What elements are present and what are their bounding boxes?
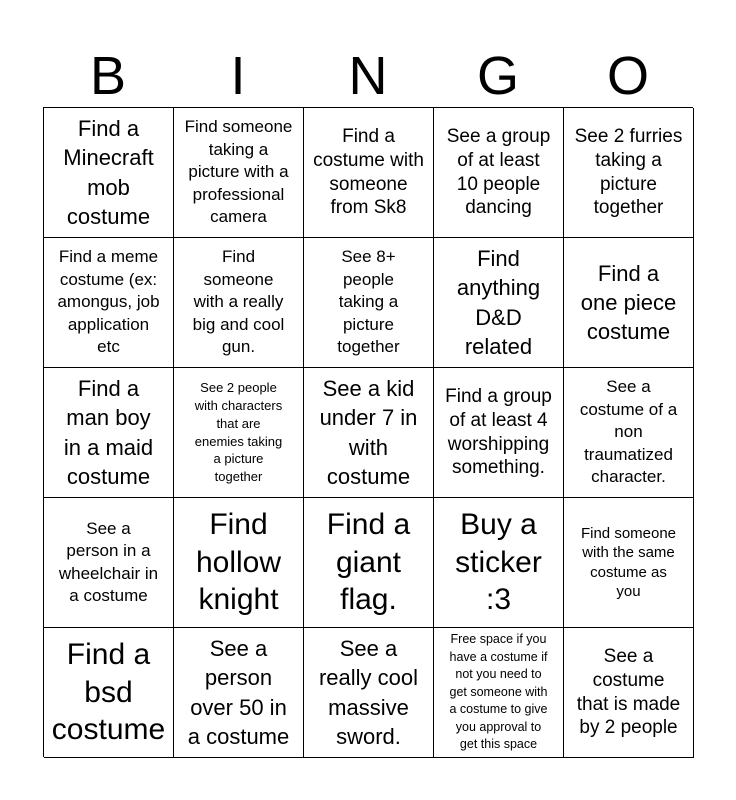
- bingo-cell-r2c4[interactable]: [434, 238, 564, 368]
- cell-text: See a person over 50 in a costume: [187, 636, 290, 749]
- bingo-cell-r2c3[interactable]: [304, 238, 434, 368]
- title-letter-g: G: [476, 46, 519, 106]
- bingo-cell-r4c3[interactable]: [304, 498, 434, 628]
- cell-text: See 2 furries taking a picture together: [574, 126, 683, 219]
- bingo-cell-r3c4[interactable]: [434, 368, 564, 498]
- title-letter-n: N: [348, 46, 388, 106]
- cell-text: Free space if you have a costume if not you need to get someone with a costume to give you approval to get this space: [449, 632, 548, 752]
- cell-text: Find hollow knight: [195, 507, 282, 617]
- cell-text: Find a bsd costume: [51, 637, 166, 747]
- cell-text: See a costume of a non traumatized character.: [579, 377, 678, 487]
- bingo-board: [43, 107, 693, 757]
- bingo-cell-r3c3[interactable]: [304, 368, 434, 498]
- cell-text: Buy a sticker :3: [455, 507, 542, 617]
- cell-text: See a kid under 7 in with costume: [319, 376, 418, 489]
- cell-text: Find someone with a really big and cool gun.: [192, 247, 285, 357]
- cell-text: Find a Minecraft mob costume: [63, 116, 154, 229]
- bingo-cell-r1c4[interactable]: [434, 108, 564, 238]
- title-letter-i: I: [230, 46, 246, 106]
- bingo-cell-r2c1[interactable]: [44, 238, 174, 368]
- cell-text: Find a meme costume (ex: amongus, job application etc: [57, 247, 160, 357]
- bingo-cell-r3c1[interactable]: [44, 368, 174, 498]
- bingo-cell-free-space[interactable]: [434, 628, 564, 758]
- cell-text: Find someone taking a picture with a professional camera: [184, 117, 293, 227]
- cell-text: See a person in a wheelchair in a costume: [58, 518, 159, 605]
- bingo-cell-r4c4[interactable]: [434, 498, 564, 628]
- cell-text: See a group of at least 10 people dancing: [446, 126, 551, 219]
- bingo-cell-r4c5[interactable]: [564, 498, 694, 628]
- bingo-cell-r2c2[interactable]: [174, 238, 304, 368]
- bingo-cell-r4c1[interactable]: [44, 498, 174, 628]
- cell-text: Find a giant flag.: [326, 507, 411, 617]
- bingo-cell-r4c2[interactable]: [174, 498, 304, 628]
- cell-text: Find anything D&D related: [456, 246, 541, 359]
- bingo-cell-r5c3[interactable]: [304, 628, 434, 758]
- cell-text: Find a group of at least 4 worshipping something.: [445, 386, 552, 479]
- bingo-cell-r3c2[interactable]: [174, 368, 304, 498]
- bingo-title: [43, 44, 693, 108]
- bingo-cell-r1c3[interactable]: [304, 108, 434, 238]
- cell-text: See 8+ people taking a picture together: [337, 247, 400, 357]
- bingo-cell-r2c5[interactable]: [564, 238, 694, 368]
- cell-text: Find a man boy in a maid costume: [63, 376, 154, 489]
- bingo-cell-r3c5[interactable]: [564, 368, 694, 498]
- bingo-cell-r1c1[interactable]: [44, 108, 174, 238]
- bingo-cell-r5c5[interactable]: [564, 628, 694, 758]
- title-letter-o: O: [606, 46, 649, 106]
- cell-text: See 2 people with characters that are enemies taking a picture together: [194, 379, 283, 485]
- title-letter-b: B: [89, 46, 127, 106]
- bingo-cell-r5c2[interactable]: [174, 628, 304, 758]
- cell-text: Find a costume with someone from Sk8: [313, 126, 424, 219]
- bingo-cell-r1c5[interactable]: [564, 108, 694, 238]
- cell-text: Find a one piece costume: [580, 260, 677, 345]
- cell-text: See a costume that is made by 2 people: [576, 646, 681, 739]
- cell-text: See a really cool massive sword.: [318, 636, 419, 749]
- cell-text: Find someone with the same costume as you: [580, 524, 677, 600]
- bingo-cell-r1c2[interactable]: [174, 108, 304, 238]
- bingo-cell-r5c1[interactable]: [44, 628, 174, 758]
